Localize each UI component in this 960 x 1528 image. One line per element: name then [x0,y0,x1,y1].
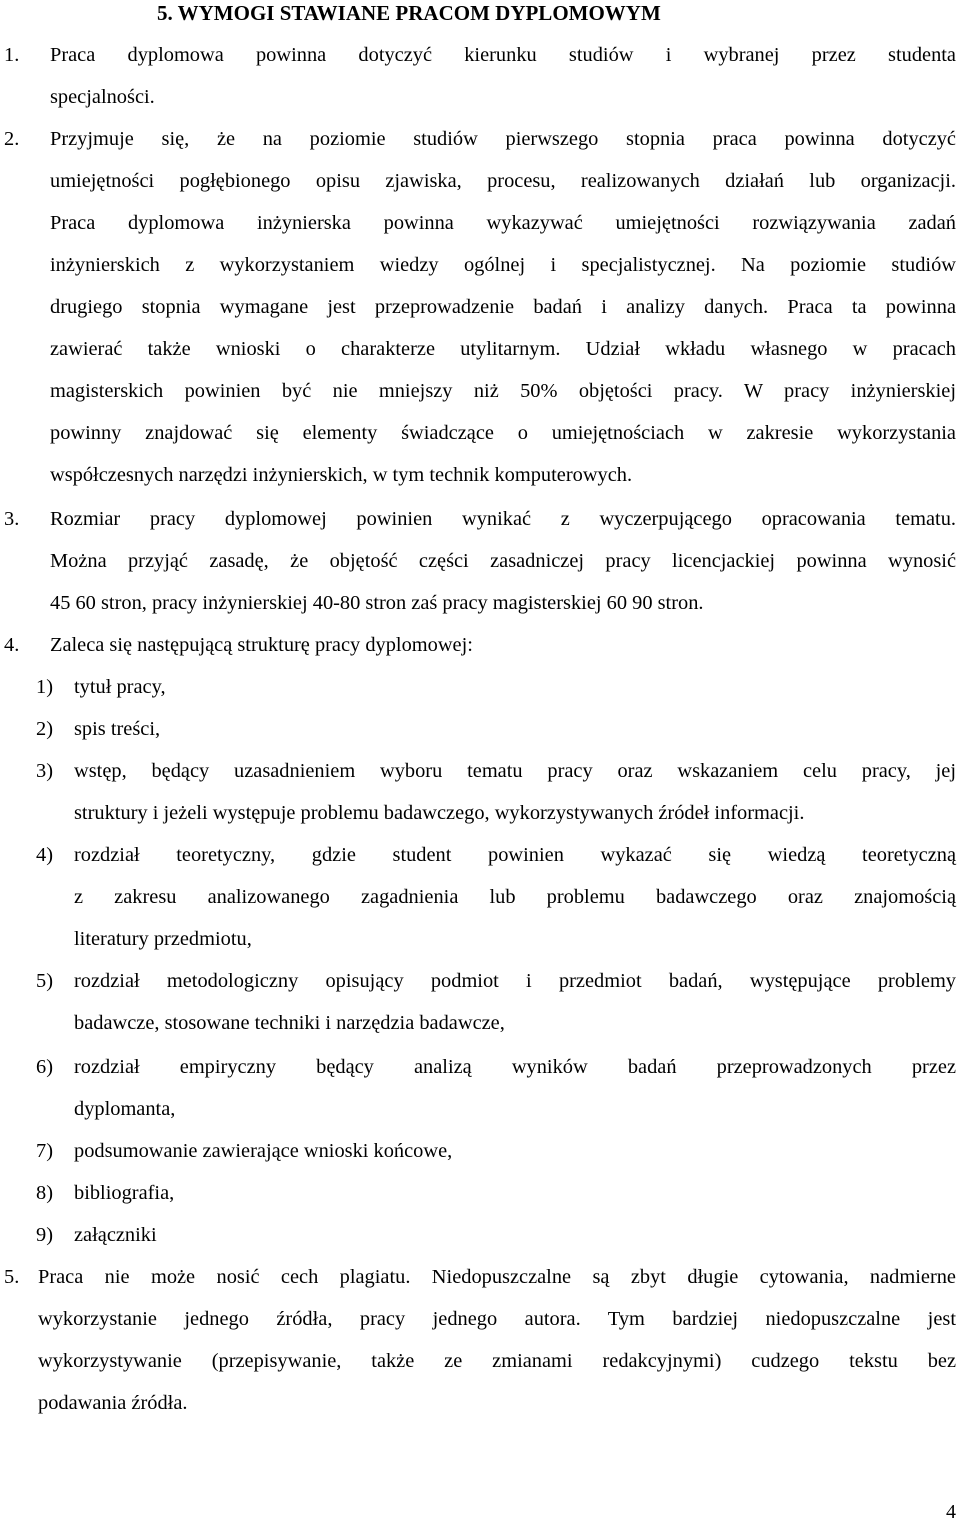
subitem-line: z zakresu analizowanego zagadnienia lub problemu badawczego oraz znajomością [74,886,956,908]
item-line: Praca dyplomowa inżynierska powinna wykazywać umiejętności rozwiązywania zadań [50,212,956,234]
subitem-line: rozdział metodologiczny opisujący podmiot i przedmiot badań, występujące problemy [74,970,956,992]
subitem-number: 3) [36,760,53,782]
subitem-number: 7) [36,1140,53,1162]
subitem-number: 8) [36,1182,53,1204]
item-line: specjalności. [50,86,155,108]
item-number: 2. [4,128,20,150]
subitem-line: podsumowanie zawierające wnioski końcowe, [74,1140,453,1162]
subitem-number: 6) [36,1056,53,1078]
subitem-number: 4) [36,844,53,866]
subitem-line: załączniki [74,1224,157,1246]
item-number: 4. [4,634,20,656]
subitem-line: struktury i jeżeli występuje problemu badawczego, wykorzystywanych źródeł informacji. [74,802,805,824]
subitem-line: rozdział empiryczny będący analizą wyników badań przeprowadzonych przez [74,1056,956,1078]
item-line: Praca dyplomowa powinna dotyczyć kierunku studiów i wybranej przez studenta [50,44,956,66]
item-line: Rozmiar pracy dyplomowej powinien wynikać z wyczerpującego opracowania tematu. [50,508,956,530]
item-line: podawania źródła. [38,1392,188,1414]
item-line: Można przyjąć zasadę, że objętość części zasadniczej pracy licencjackiej powinna wynosić [50,550,956,572]
item-line: Przyjmuje się, że na poziomie studiów pierwszego stopnia praca powinna dotyczyć [50,128,956,150]
subitem-number: 5) [36,970,53,992]
item-line: inżynierskich z wykorzystaniem wiedzy ogólnej i specjalistycznej. Na poziomie studiów [50,254,956,276]
subitem-line: tytuł pracy, [74,676,166,698]
item-line: powinny znajdować się elementy świadczące o umiejętnościach w zakresie wykorzystania [50,422,956,444]
item-line: Praca nie może nosić cech plagiatu. Niedopuszczalne są zbyt długie cytowania, nadmierne [38,1266,956,1288]
item-number: 5. [4,1266,20,1288]
subitem-line: bibliografia, [74,1182,175,1204]
item-line: wykorzystywanie (przepisywanie, także ze zmianami redakcyjnymi) cudzego tekstu bez [38,1350,956,1372]
section-heading: 5. WYMOGI STAWIANE PRACOM DYPLOMOWYM [157,1,661,25]
item-line: umiejętności pogłębionego opisu zjawiska, procesu, realizowanych działań lub organizacji. [50,170,956,192]
subitem-line: rozdział teoretyczny, gdzie student powinien wykazać się wiedzą teoretyczną [74,844,956,866]
subitem-line: wstęp, będący uzasadnieniem wyboru tematu pracy oraz wskazaniem celu pracy, jej [74,760,956,782]
subitem-line: spis treści, [74,718,161,740]
subitem-number: 2) [36,718,53,740]
item-line: magisterskich powinien być nie mniejszy niż 50% objętości pracy. W pracy inżynierskiej [50,380,956,402]
item-line: wykorzystanie jednego źródła, pracy jednego autora. Tym bardziej niedopuszczalne jest [38,1308,956,1330]
item-number: 3. [4,508,20,530]
item-line: 45 60 stron, pracy inżynierskiej 40-80 stron zaś pracy magisterskiej 60 90 stron. [50,592,704,614]
subitem-line: dyplomanta, [74,1098,176,1120]
page-number: 4 [946,1501,956,1523]
subitem-line: badawcze, stosowane techniki i narzędzia badawcze, [74,1012,505,1034]
item-number: 1. [4,44,20,66]
item-line: współczesnych narzędzi inżynierskich, w tym technik komputerowych. [50,464,633,486]
subitem-number: 1) [36,676,53,698]
subitem-line: literatury przedmiotu, [74,928,252,950]
item-line: Zaleca się następującą strukturę pracy dyplomowej: [50,634,473,656]
subitem-number: 9) [36,1224,53,1246]
item-line: zawierać także wnioski o charakterze utylitarnym. Udział wkładu własnego w pracach [50,338,956,360]
item-line: drugiego stopnia wymagane jest przeprowadzenie badań i analizy danych. Praca ta powinna [50,296,956,318]
